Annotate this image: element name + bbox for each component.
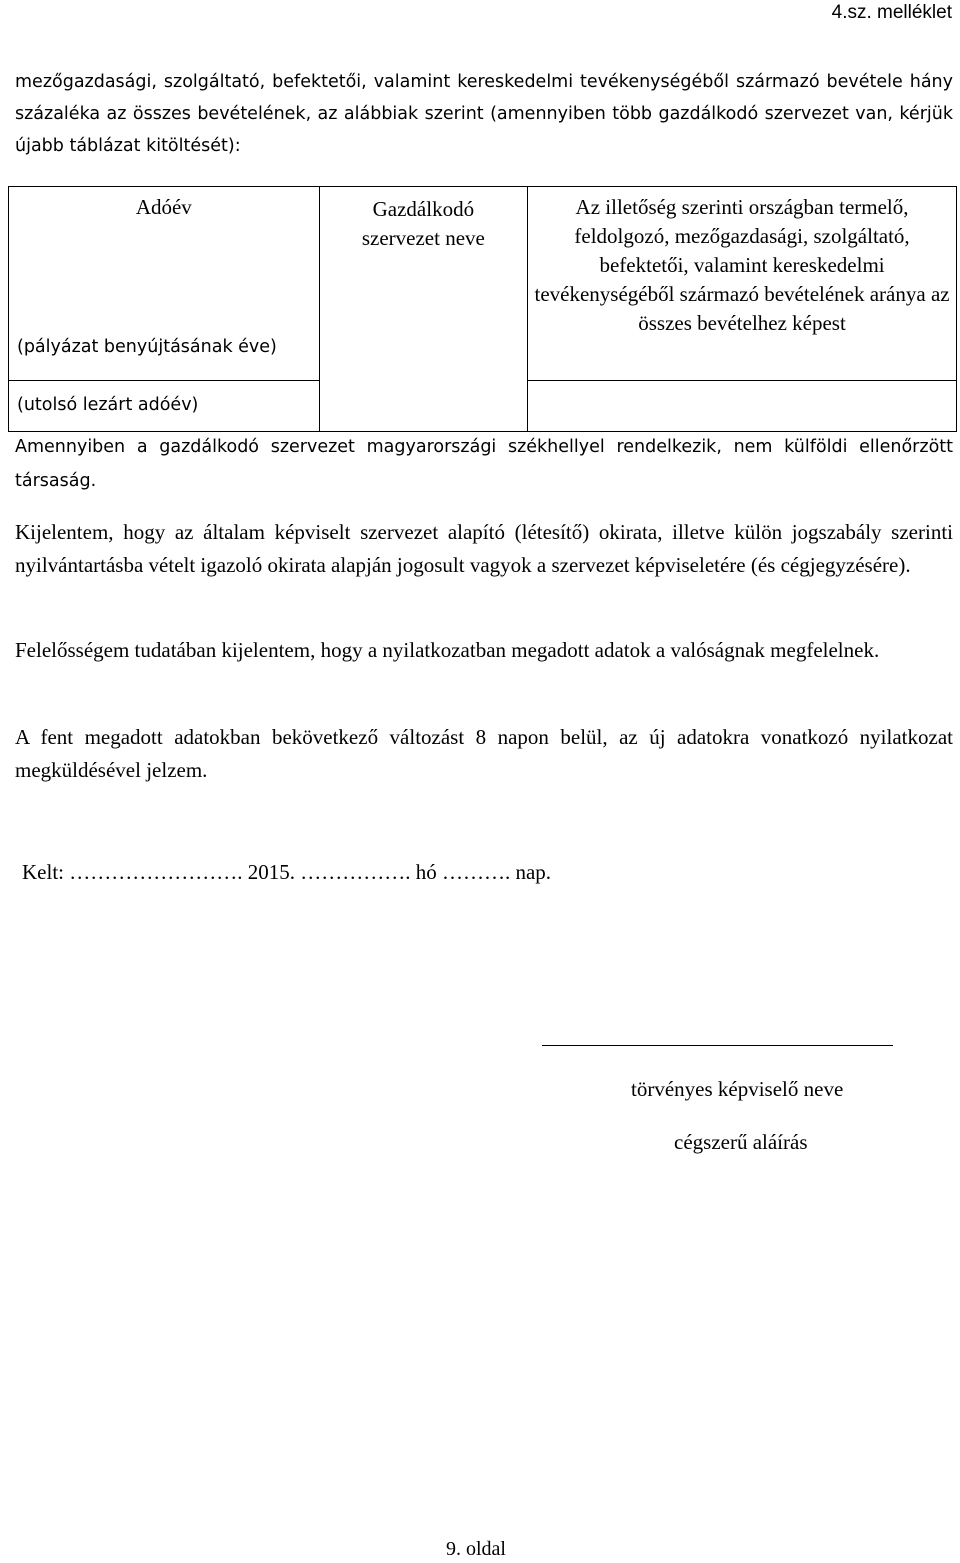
representative-name-label: törvényes képviselő neve xyxy=(631,1077,844,1101)
organization-name-heading: Gazdálkodó szervezet neve xyxy=(361,197,485,250)
revenue-ratio-value-cell[interactable] xyxy=(528,380,957,431)
last-closed-year-cell[interactable] xyxy=(9,380,320,431)
responsibility-declaration: Felelősségem tudatában kijelentem, hogy a nyilatkozatban megadott adatok a valóságnak megfelelnek. xyxy=(15,638,880,662)
domestic-seat-statement: Amennyiben a gazdálkodó szervezet magyarországi székhellyel rendelkezik, nem külföldi ellenőrzött társaság. xyxy=(15,437,953,491)
revenue-table xyxy=(8,186,957,432)
company-signature-label: cégszerű aláírás xyxy=(674,1130,808,1154)
application-year-note: (pályázat benyújtásának éve) xyxy=(17,337,277,357)
tax-year-header-cell xyxy=(9,187,320,381)
change-notice-declaration: A fent megadott adatokban bekövetkező változást 8 napon belül, az új adatokra vonatkozó nyilatkozat megküldésével jelzem. xyxy=(15,725,953,782)
page-number: 9. oldal xyxy=(446,1538,506,1560)
signature-line[interactable] xyxy=(542,1045,893,1046)
date-line[interactable]: Kelt: ……………………. 2015. ……………. hó ………. nap. xyxy=(22,860,552,884)
table-row xyxy=(9,187,957,381)
annex-label: 4.sz. melléklet xyxy=(831,2,952,23)
intro-paragraph: mezőgazdasági, szolgáltató, befektetői, valamint kereskedelmi tevékenységéből származó bevétele hány százaléka az összes bevételének, az alábbiak szerint (amennyiben több gazdálkodó szervezet van, kérjük újabb táblázat kitöltését): xyxy=(15,72,953,156)
tax-year-heading: Adóév xyxy=(135,195,192,219)
organization-name-cell[interactable] xyxy=(319,187,527,432)
representation-declaration: Kijelentem, hogy az általam képviselt szervezet alapító (létesítő) okirata, illetve külön jogszabály szerinti nyilvántartásba vételt igazoló okirata alapján jogosult vagyok a szervezet képviseletére (és cégjegyzésére). xyxy=(15,520,953,577)
revenue-ratio-heading: Az illetőség szerinti országban termelő, feldolgozó, mezőgazdasági, szolgáltató, befektetői, valamint kereskedelmi tevékenységéből származó bevételének aránya az összes bevételhez képest xyxy=(534,195,950,335)
last-closed-year-label: (utolsó lezárt adóév) xyxy=(17,394,199,415)
revenue-ratio-header-cell xyxy=(528,187,957,381)
